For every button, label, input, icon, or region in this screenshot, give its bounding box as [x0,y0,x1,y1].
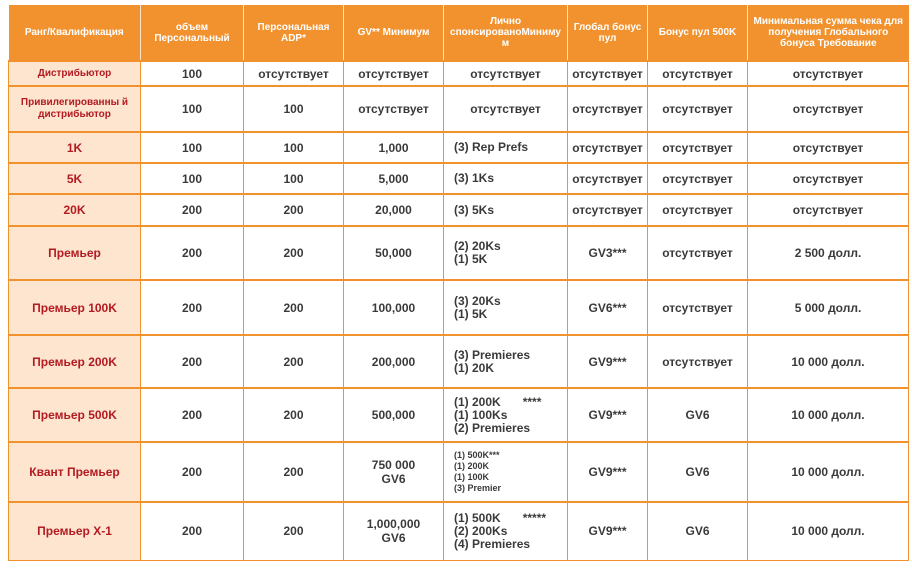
sponsored-cell [444,335,568,388]
gv-cell [344,61,444,86]
sponsored-line: (3) Rep Prefs [454,140,529,154]
gv-cell [344,502,444,560]
global-pool-cell: отсутствует [568,61,648,86]
sponsored-line: (1) 100K [454,472,490,482]
min-check-cell: 10 000 долл. [748,502,909,560]
gv-cell [344,163,444,194]
adp-cell: 100 [244,132,344,163]
pool-500k-cell: GV6 [648,442,748,502]
sponsored-cell [444,226,568,280]
table-row [9,335,909,388]
adp-cell: 200 [244,335,344,388]
gv-line: 50,000 [375,246,412,260]
table-row [9,86,909,132]
table-row [9,194,909,226]
gv-line: 500,000 [371,408,416,422]
sponsored-line: (1) 5K [454,252,488,266]
gv-line: GV6 [381,531,406,546]
pv-cell: 100 [141,132,244,163]
adp-cell: 200 [244,388,344,442]
sponsored-line: (1) 500K*** [454,450,500,460]
pv-cell: 200 [141,194,244,226]
gv-cell [344,226,444,280]
adp-cell: 200 [244,502,344,560]
sponsored-cell [444,194,568,226]
pool-500k-cell: отсутствует [648,280,748,335]
sponsored-cell [444,388,568,442]
table-row [9,132,909,163]
global-pool-cell: отсутствует [568,163,648,194]
pv-cell: 200 [141,280,244,335]
table-row [9,388,909,442]
pool-500k-cell: отсутствует [648,163,748,194]
header-rank: Ранг/Квалификация [9,5,141,61]
min-check-cell: 10 000 долл. [748,388,909,442]
global-pool-cell: GV3*** [568,226,648,280]
rank-cell: Квант Премьер [9,442,141,502]
sponsored-line: (4) Premieres [454,536,531,551]
gv-line: 1,000,000 [366,517,421,532]
sponsored-line: (3) 5Ks [454,202,495,217]
gv-cell [344,86,444,132]
sponsored-line: (1) 100Ks [454,407,508,422]
qualification-table-container [8,5,908,561]
rank-cell: Премьер 500K [9,388,141,442]
sponsored-line: (1) 5K [454,306,488,321]
global-pool-cell: GV9*** [568,442,648,502]
adp-cell: 200 [244,194,344,226]
header-sponsored: Лично спонсированоМиниму м [444,5,568,61]
global-pool-cell: GV6*** [568,280,648,335]
global-pool-cell: GV9*** [568,335,648,388]
pool-500k-cell: отсутствует [648,226,748,280]
qualification-table [8,5,909,561]
sponsored-text: (1) 500K [454,510,501,525]
gv-line: GV6 [381,472,406,486]
gv-cell [344,442,444,502]
gv-line: отсутствует [358,102,429,116]
pv-cell: 200 [141,442,244,502]
header-gv-min: GV** Минимум [344,5,444,61]
header-min-check: Минимальная сумма чека для получения Глобального бонуса Требование [748,5,909,61]
gv-line: 200,000 [371,354,416,369]
gv-cell [344,132,444,163]
pv-cell: 100 [141,163,244,194]
sponsored-line [454,512,564,525]
table-row [9,280,909,335]
sponsored-line: (1) 200K [454,461,490,471]
sponsored-line: отсутствует [470,66,541,81]
sponsored-cell [444,163,568,194]
min-check-cell: 5 000 долл. [748,280,909,335]
pool-500k-cell: отсутствует [648,61,748,86]
min-check-cell: отсутствует [748,163,909,194]
rank-cell: Премьер 100K [9,280,141,335]
global-pool-cell: GV9*** [568,388,648,442]
pv-cell: 200 [141,502,244,560]
global-pool-cell: отсутствует [568,132,648,163]
header-row [9,5,909,61]
gv-line: 100,000 [371,300,416,315]
table-row [9,163,909,194]
adp-cell: 200 [244,442,344,502]
global-pool-cell: отсутствует [568,86,648,132]
sponsored-cell [444,442,568,502]
gv-cell [344,335,444,388]
rank-cell: 1K [9,132,141,163]
rank-cell: Премьер X-1 [9,502,141,560]
table-row [9,226,909,280]
sponsored-line: (3) 1Ks [454,171,495,185]
min-check-cell: отсутствует [748,194,909,226]
sponsored-line [454,396,564,409]
table-row [9,502,909,560]
pv-cell: 200 [141,388,244,442]
sponsored-cell [444,86,568,132]
pv-cell: 100 [141,86,244,132]
gv-line: 20,000 [375,203,412,217]
pv-cell: 200 [141,335,244,388]
sponsored-line: (2) 20Ks [454,239,501,253]
sponsored-stars: ***** [522,510,547,525]
gv-line: 5,000 [378,171,409,186]
pool-500k-cell: отсутствует [648,132,748,163]
adp-cell: 100 [244,86,344,132]
min-check-cell: отсутствует [748,61,909,86]
adp-cell: 200 [244,280,344,335]
pool-500k-cell: отсутствует [648,335,748,388]
gv-cell [344,388,444,442]
pv-cell: 200 [141,226,244,280]
gv-line: 1,000 [378,140,409,155]
gv-cell [344,194,444,226]
header-global-pool: Глобал бонус пул [568,5,648,61]
min-check-cell: 2 500 долл. [748,226,909,280]
gv-cell [344,280,444,335]
adp-cell: 200 [244,226,344,280]
rank-cell: 20K [9,194,141,226]
rank-cell: Премьер [9,226,141,280]
table-row [9,61,909,86]
pool-500k-cell: отсутствует [648,86,748,132]
header-adp: Персональная ADP* [244,5,344,61]
adp-cell: 100 [244,163,344,194]
pool-500k-cell: GV6 [648,502,748,560]
pv-cell: 100 [141,61,244,86]
rank-cell: Премьер 200K [9,335,141,388]
sponsored-line: (3) Premier [454,483,502,493]
sponsored-line: (3) 20Ks [454,293,501,308]
gv-line: отсутствует [358,66,429,81]
sponsored-line: (3) Premieres [454,347,531,362]
sponsored-line: (2) Premieres [454,420,531,435]
pool-500k-cell: отсутствует [648,194,748,226]
min-check-cell: отсутствует [748,86,909,132]
sponsored-cell [444,132,568,163]
sponsored-cell [444,502,568,560]
rank-cell: Привилегированны й дистрибьютор [9,86,141,132]
header-pool-500k: Бонус пул 500K [648,5,748,61]
pool-500k-cell: GV6 [648,388,748,442]
sponsored-cell [444,61,568,86]
sponsored-cell [444,280,568,335]
header-personal-volume: объем Персональный [141,5,244,61]
adp-cell: отсутствует [244,61,344,86]
rank-cell: 5K [9,163,141,194]
global-pool-cell: GV9*** [568,502,648,560]
min-check-cell: 10 000 долл. [748,335,909,388]
min-check-cell: 10 000 долл. [748,442,909,502]
sponsored-line: (2) 200Ks [454,523,508,538]
gv-line: 750 000 [371,458,416,472]
min-check-cell: отсутствует [748,132,909,163]
rank-cell: Дистрибьютор [9,61,141,86]
sponsored-stars: **** [522,394,542,409]
sponsored-line: (1) 20K [454,360,495,375]
sponsored-text: (1) 200K [454,394,501,409]
table-row [9,442,909,502]
sponsored-line: отсутствует [470,102,541,116]
global-pool-cell: отсутствует [568,194,648,226]
